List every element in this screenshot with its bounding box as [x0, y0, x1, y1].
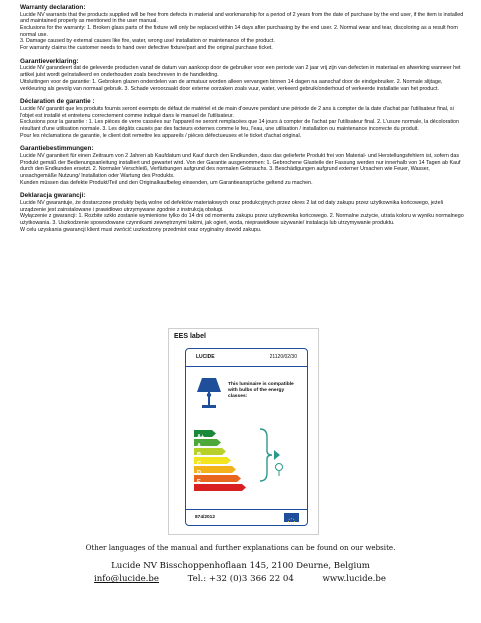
ees-label-title: EES label: [174, 333, 206, 340]
warranty-section-pl: [20, 192, 466, 233]
section-title: Warranty declaration:: [20, 4, 86, 11]
energy-label-header: [186, 349, 307, 367]
warranty-section-en: [20, 4, 466, 52]
section-text: Lucide NV warrants that the products supplied will be free from defects in material and workmanship for a period of 2 years from the date of purchase by the end user, if the item is installed and maintained properly as mentioned in the user manual. Exclusions for the warranty: 1. Broken glass parts of the fixture will only be replaced within 14 days after purchasing by the end user. 2. Normal wear and tear, discoloring as a result from normal use. 3. Damage caused by external causes like fire, water, wrong use/ installation or maintenance of the product. For warranty claims the customer needs to hand over defective fixture/part and the original purchase ticket.: [20, 11, 464, 52]
energy-class-label: B: [197, 451, 202, 458]
contact-line: [94, 574, 386, 584]
energy-class-bar: [194, 442, 254, 449]
warranty-section-fr: [20, 98, 466, 139]
ees-label: [168, 328, 319, 535]
energy-label-footer: [186, 509, 307, 525]
energy-class-scale: [194, 424, 254, 487]
energy-label-card: [185, 348, 308, 526]
phone-number: Tel.: +32 (0)3 366 22 04: [187, 574, 294, 584]
energy-class-label: A++: [197, 424, 208, 431]
section-text: Lucide NV garantiert für einen Zeitraum von 2 Jahren ab Kaufdatum und Kauf durch den Endkunden, dass das gelieferte Produkt frei von Material- und Herstellungsfehlern ist, sofern das Produkt gemäß der Bedienungsanleitung installiert und gewartet wird. Von der Garantie ausgenommen: 1. Gebrochene Glasteile der Fassung werden nur innerhalb von 14 Tagen ab Kauf durch den Endkunden ersetzt. 2. Normaler Verschleiß, Verfärbungen aufgrund des normalen Gebrauchs. 3. Beschädigungen aufgrund externer Ursachen wie Feuer, Wasser, unsachgemäße Nutzung/ Installation oder Wartung des Produkts. Kunden müssen das defekte Produkt/Teil und den Originalkaufbeleg einsenden, um Garantieansprüche geltend zu machen.: [20, 152, 461, 186]
company-address: Lucide NV Bisschoppenhoflaan 145, 2100 Deurne, Belgium: [111, 561, 370, 571]
energy-class-label: A+: [197, 433, 205, 440]
energy-class-bar: [194, 451, 254, 458]
regulation-number: 874/2012: [195, 515, 216, 520]
energy-class-bar: [194, 469, 254, 476]
warranty-section-de: [20, 145, 466, 186]
compatible-range-bracket: [258, 427, 288, 483]
warranty-section-nl: [20, 58, 466, 92]
energy-class-label: A: [197, 442, 202, 449]
energy-class-bar: [194, 424, 254, 431]
energy-class-bar: [194, 433, 254, 440]
section-title: Garantieverklaring:: [20, 57, 79, 65]
section-text: Lucide NV gwarantuje, że dostarczone produkty będą wolne od defektów materiałowych oraz produkcyjnych przez okres 2 lat od daty zakupu przez użytkownika końcowego, jeżeli urządzenie jest zainstalowane i prawidłowo utrzymywane zgodnie z instrukcją obsługi. Wyłączenie z gwarancji: 1. Rozbite szkło zostanie wymienione tylko do 14 dni od momentu zakupu przez użytkownika końcowego. 2. Normalne zużycie, utrata koloru w wyniku normalnego użytkowania. 3. Uszkodzenie spowodowane czynnikami zewnętrznymi takimi, jak ogień, woda, nieprawidłowe używanie/ instalacja lub utrzymywanie produktu. W celu uzyskania gwarancji klient musi zwrócić uszkodzony przedmiot oraz oryginalny dowód zakupu.: [20, 200, 464, 233]
eu-flag-icon: [284, 513, 299, 522]
energy-class-label: C: [197, 460, 202, 467]
footer-note: Other languages of the manual and further explanations can be found on our website.: [85, 543, 396, 552]
section-text: Lucide NV garandeert dat de geleverde producten vanaf de datum van aankoop door de gebruiker voor een periode van 2 jaar vrij zijn van defecten in materiaal en afwerking wanneer het artikel juist wordt geïnstalleerd en onderhouden zoals beschreven in de handleiding. Uitsluitingen voor de garantie: 1. Gebroken glazen onderdelen van de armatuur worden alleen vervangen binnen 14 dagen na aanschaf door de eindgebruiker. 2. Normale slijtage, verkleuring als gevolg van normaal gebruik. 3. Schade veroorzaakt door externe oorzaken zoals vuur, water, verkeerd gebruik/onderhoud of verkeerde installatie van het product.: [20, 65, 461, 92]
email-link[interactable]: info@lucide.be: [94, 574, 159, 584]
warranty-text-block: [20, 4, 466, 240]
compatibility-text: This luminaire is compatible with bulbs of the energy classes:: [228, 382, 294, 399]
section-title: Déclaration de garantie :: [20, 98, 95, 106]
brand-name: LUCIDE: [196, 354, 215, 360]
energy-class-bar: [194, 460, 254, 467]
website-link[interactable]: www.lucide.be: [322, 574, 386, 584]
energy-class-bar: [194, 478, 254, 485]
section-title: Deklaracja gwarancji:: [20, 192, 86, 200]
model-number: 21120/02/30: [269, 354, 297, 360]
energy-class-label: E: [197, 478, 201, 485]
section-title: Garantiebestimmungen:: [20, 145, 94, 153]
energy-class-label: D: [197, 469, 202, 476]
section-text: Lucide NV garantit que les produits fournis seront exempts de défaut de matériel et de main d'oeuvre pendant une période de 2 ans à compter de la date d'achat par l'utilisateur final, si l'objet est installé et entretenu correctement comme indiqué dans le manuel de l'utilisateur. Exclusions pour la garantie : 1. Les pièces de verre cassées sur l'appareil ne seront remplacées que 14 jours à compter de l'achat par l'utilisateur final. 2. L'usure normale, la décoloration résultant d'une utilisation normale. 3. Les dégâts causés par des facteurs externes comme le feu, l'eau, une utilisation / installation ou maintenance incorrecte du produit. Pour les réclamations de garantie, le client doit remettre les appareils / pièces défectueuses et le ticket d'achat original.: [20, 105, 459, 139]
lamp-icon: [194, 375, 224, 411]
